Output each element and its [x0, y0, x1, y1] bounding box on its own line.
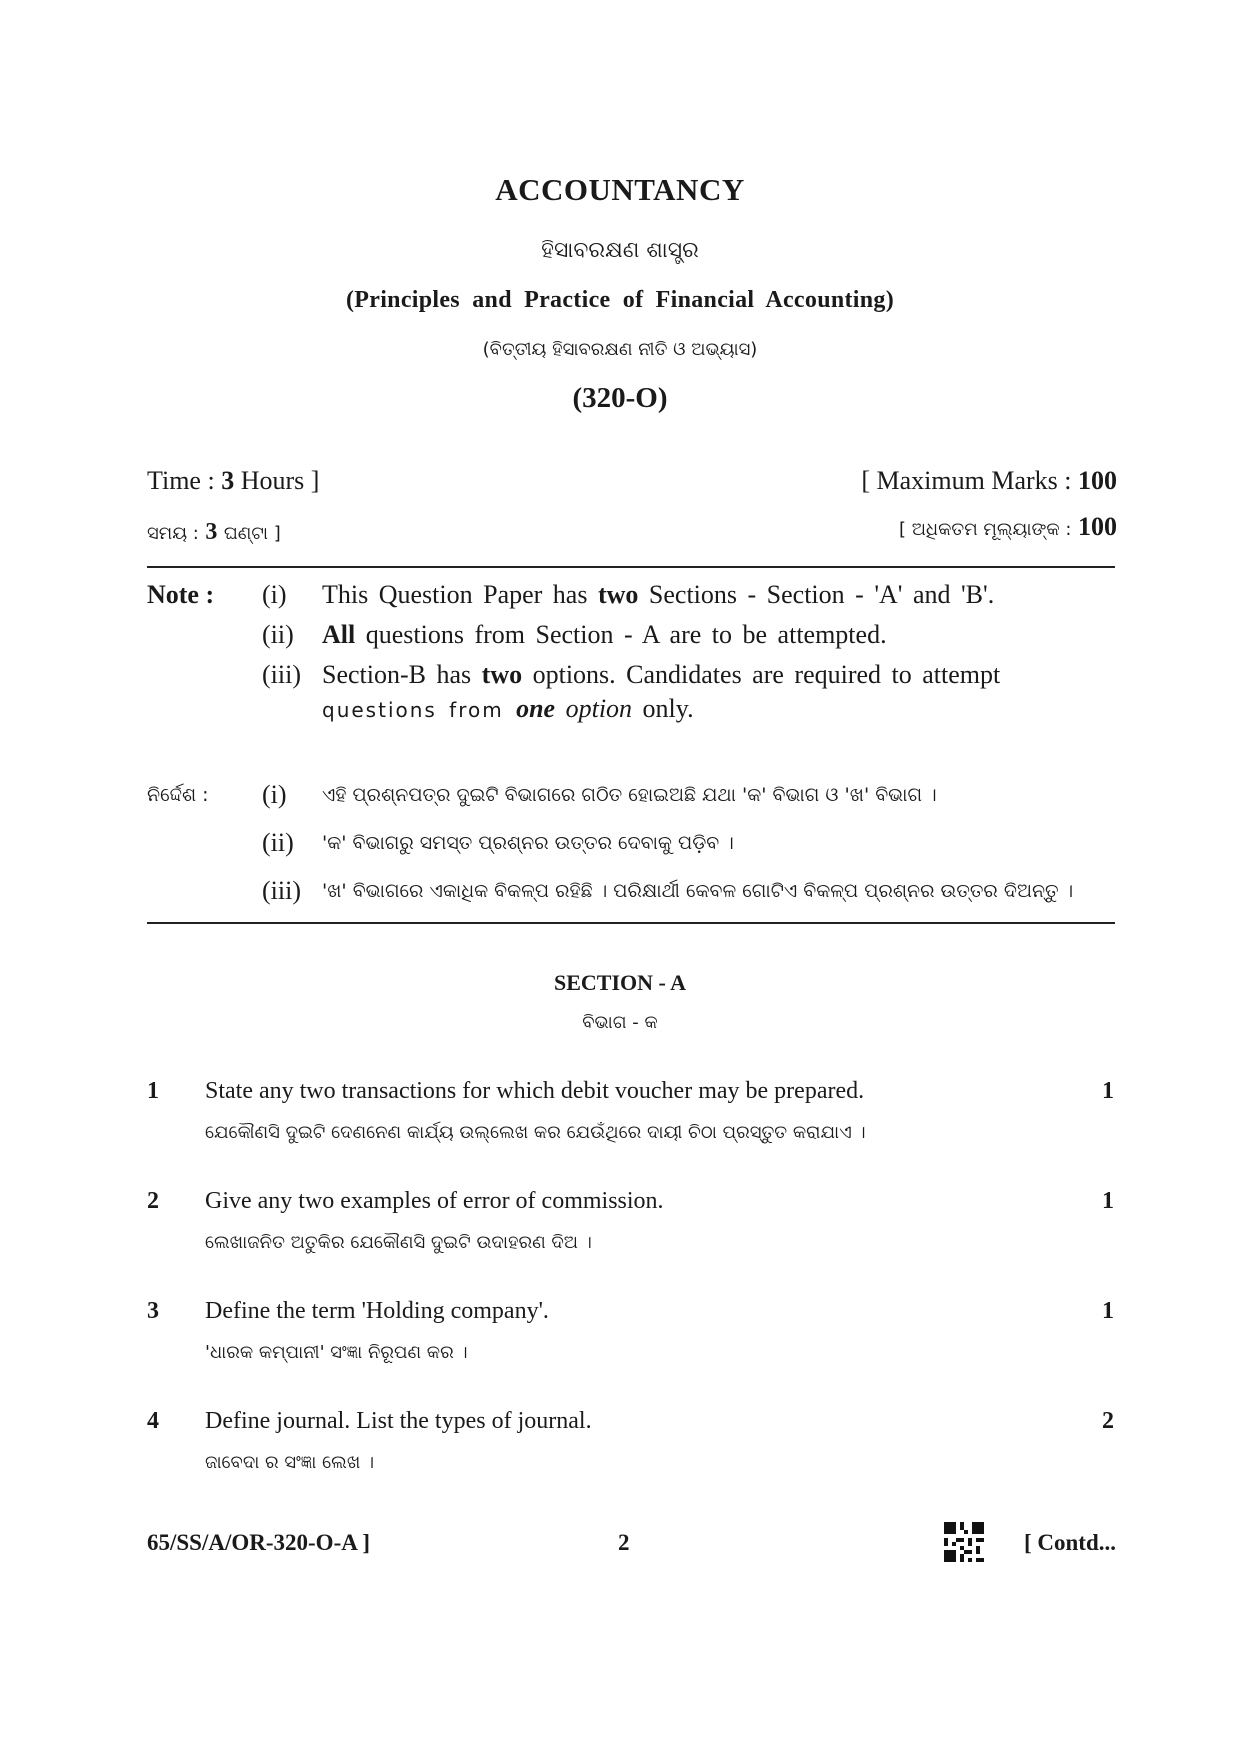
question-number: 3 — [147, 1298, 159, 1324]
note-odia-item-3: 'ଖ' ବିଭାଗରେ ଏକାଧିକ ବିକଳ୍ପ ରହିଛି । ପରିକ୍ଷାର୍ଥୀ କେବଳ ଗୋଟିଏ ବିକଳ୍ପ ପ୍ରଶ୍ନର ଉତ୍ତର ଦିଅନ୍ତୁ । — [322, 880, 1074, 902]
note-item-3-pre: Section-B has — [322, 660, 482, 689]
note-item-3-cont-bold: one — [516, 694, 556, 723]
time-unit-odia: ଘଣ୍ଟା ] — [223, 523, 281, 544]
max-marks-label-odia: [ ଅଧିକତମ ମୂଲ୍ୟାଙ୍କ : — [898, 519, 1072, 540]
max-marks-line — [861, 466, 1117, 496]
note-roman-1: (i) — [262, 580, 287, 609]
note-label: Note : — [147, 580, 215, 609]
question-text: Define journal. List the types of journal. — [205, 1408, 592, 1434]
paper-code: (320-O) — [572, 382, 668, 414]
note-item-1-pre: This Question Paper has — [322, 580, 598, 609]
max-marks-value-odia: 100 — [1078, 512, 1117, 541]
note-item-2-bold: All — [322, 620, 356, 649]
question-text-odia: 'ଧାରକ କମ୍ପାନୀ' ସଂଜ୍ଞା ନିରୂପଣ କର । — [205, 1342, 468, 1363]
question-text: Define the term 'Holding company'. — [205, 1298, 549, 1324]
note-item-3-bold: two — [481, 660, 523, 689]
time-line-odia — [147, 516, 281, 546]
note-label-odia: ନିର୍ଦ୍ଦେଶ : — [147, 784, 209, 806]
question-marks: 1 — [1102, 1188, 1114, 1214]
max-marks-value: 100 — [1078, 466, 1117, 495]
note-item-3-cont-italic: option — [555, 694, 633, 723]
question-text-odia: ଯେକୌଣସି ଦୁଇଟି ଦେଣନେଣ କାର୍ଯ୍ୟ ଉଲ୍ଲେଖ କର ଯେଉଁଥିରେ ଦାୟୀ ଚିଠା ପ୍ରସ୍ତୁତ କରାଯାଏ । — [205, 1122, 866, 1143]
question-number: 1 — [147, 1078, 159, 1104]
note-odia-item-2: 'କ' ବିଭାଗରୁ ସମସ୍ତ ପ୍ରଶ୍ନର ଉତ୍ତର ଦେବାକୁ ପଡ଼ିବ । — [322, 832, 734, 854]
question-text-odia: ଜାବେଦା ର ସଂଜ୍ଞା ଲେଖ । — [205, 1452, 375, 1473]
note-odia-roman-3: (iii) — [262, 876, 301, 905]
note-item-2 — [322, 620, 887, 650]
max-marks-line-odia — [899, 512, 1117, 542]
question-text: State any two transactions for which debit voucher may be prepared. — [205, 1078, 865, 1104]
qr-code-icon — [944, 1522, 984, 1562]
paper-subtitle-odia: (ବିତ୍ତୀୟ ହିସାବରକ୍ଷଣ ନୀତି ଓ ଅଭ୍ୟାସ) — [482, 339, 758, 360]
section-heading: SECTION - A — [553, 970, 687, 995]
footer-page-number: 2 — [618, 1530, 630, 1555]
question-text: Give any two examples of error of commission. — [205, 1188, 664, 1214]
max-marks-label: [ Maximum Marks : — [861, 466, 1072, 495]
time-value-odia: 3 — [205, 519, 218, 545]
note-item-1 — [322, 580, 994, 610]
question-number: 4 — [147, 1408, 159, 1434]
time-label: Time : — [147, 466, 215, 495]
footer-paper-code: 65/SS/A/OR-320-O-A ] — [147, 1530, 370, 1555]
divider-bottom — [147, 922, 1115, 924]
paper-title-odia: ହିସାବରକ୍ଷଣ ଶାସ୍ତ୍ର — [541, 238, 699, 263]
paper-title: ACCOUNTANCY — [495, 172, 745, 207]
note-odia-roman-1: (i) — [262, 780, 287, 809]
note-odia-roman-2: (ii) — [262, 828, 294, 857]
note-item-3-cont-post: only. — [632, 694, 694, 723]
question-marks: 1 — [1102, 1078, 1114, 1104]
note-odia-item-1: ଏହି ପ୍ରଶ୍ନପତ୍ର ଦୁଇଟି ବିଭାଗରେ ଗଠିତ ହୋଇଅଛି ଯଥା 'କ' ବିଭାଗ ଓ 'ଖ' ବିଭାଗ । — [322, 784, 937, 806]
question-marks: 2 — [1102, 1408, 1114, 1434]
question-text-odia: ଲେଖାଜନିତ ଅତୁକିର ଯେକୌଣସି ଦୁଇଟି ଉଦାହରଣ ଦିଅ । — [205, 1232, 592, 1253]
note-item-2-post: questions from Section - A are to be attempted. — [355, 620, 887, 649]
footer-contd: [ Contd... — [1023, 1530, 1116, 1555]
question-number: 2 — [147, 1188, 159, 1214]
question-marks: 1 — [1102, 1298, 1114, 1324]
note-item-3-cont — [322, 694, 694, 724]
paper-subtitle: (Principles and Practice of Financial Accounting) — [346, 287, 894, 313]
note-roman-2: (ii) — [262, 620, 294, 649]
time-line — [147, 466, 319, 496]
note-item-1-post: Sections - Section - 'A' and 'B'. — [638, 580, 995, 609]
note-roman-3: (iii) — [262, 660, 301, 689]
note-item-3 — [322, 660, 1000, 690]
note-item-3-cont-pre: questions from — [322, 698, 517, 722]
time-label-odia: ସମୟ : — [147, 523, 199, 544]
time-unit: Hours ] — [240, 466, 320, 495]
section-heading-odia: ବିଭାଗ - କ — [582, 1012, 658, 1033]
divider-top — [147, 566, 1115, 568]
note-item-1-bold: two — [597, 580, 639, 609]
time-value: 3 — [221, 466, 235, 495]
note-item-3-post: options. Candidates are required to attempt — [522, 660, 1001, 689]
